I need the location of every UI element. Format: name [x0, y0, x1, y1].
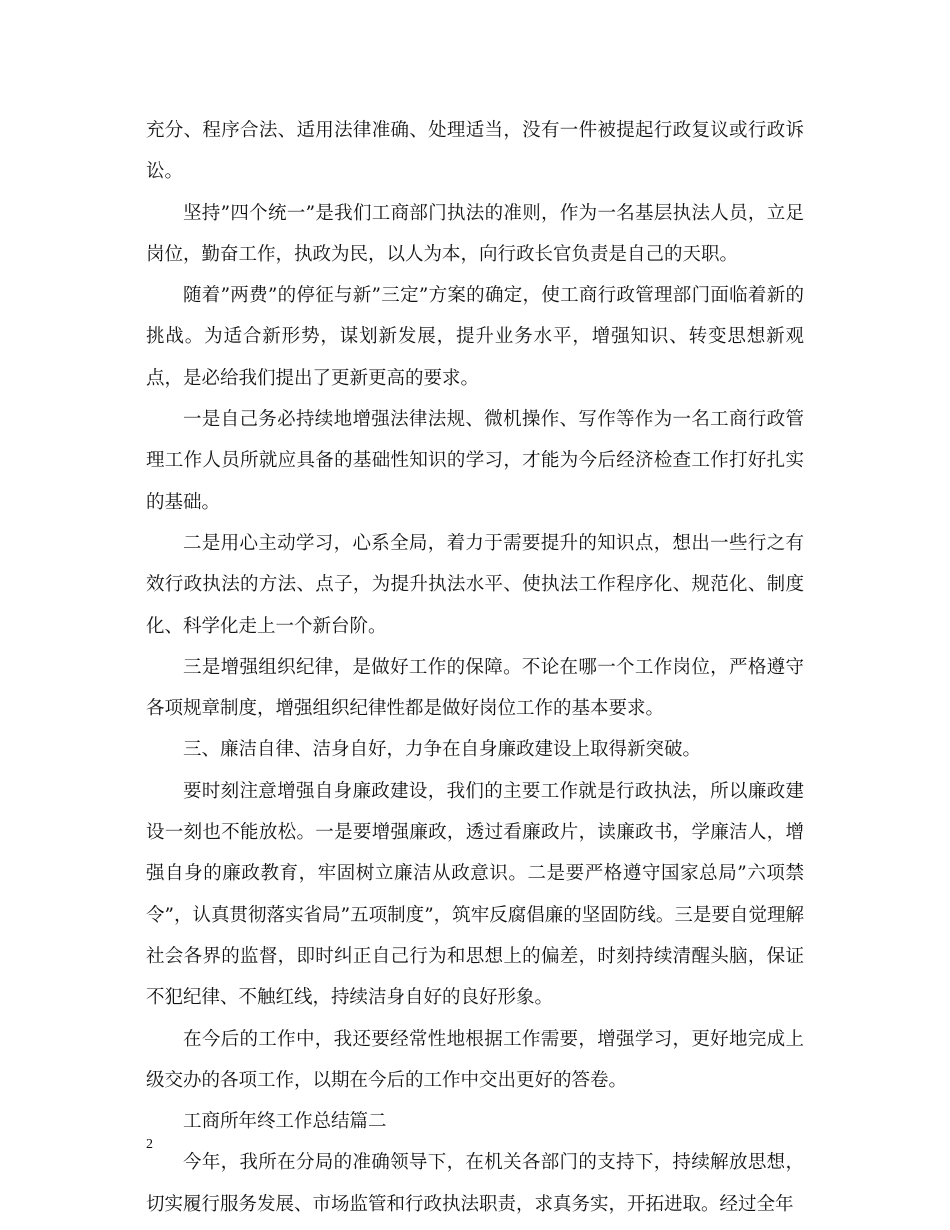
page-number: 2: [146, 1137, 153, 1152]
paragraph-point-two: 二是用心主动学习，心系全局，着力于需要提升的知识点，想出一些行之有效行政执法的方法、点子，为提升执法水平、使执法工作程序化、规范化、制度化、科学化走上一个新台阶。: [146, 532, 804, 637]
paragraph-integrity: 要时刻注意增强自身廉政建设，我们的主要工作就是行政执法，所以廉政建设一刻也不能放松。一是要增强廉政，透过看廉政片，读廉政书，学廉洁人，增强自身的廉政教育，牢固树立廉洁从政意识。二是要严格遵守国家总局”六项禁令”，认真贯彻落实省局”五项制度”，筑牢反腐倡廉的坚固防线。三是要自觉理解社会各界的监督，即时纠正自己行为和思想上的偏差，时刻持续清醒头脑，保证不犯纪律、不触红线，持续洁身自好的良好形象。: [146, 780, 804, 1009]
paragraph-this-year: 今年，我所在分局的准确领导下，在机关各部门的支持下，持续解放思想，切实履行服务发展、市场监管和行政执法职责，求真务实，开拓进取。经过全年: [146, 1152, 804, 1215]
section-heading-integrity: 三、廉洁自律、洁身自好，力争在自身廉政建设上取得新突破。: [183, 739, 702, 761]
paragraph-point-one: 一是自己务必持续地增强法律法规、微机操作、写作等作为一名工商行政管理工作人员所就应具备的基础性知识的学习，才能为今后经济检查工作打好扎实的基础。: [146, 409, 804, 513]
paragraph-new-challenges: 随着”两费”的停征与新”三定”方案的确定，使工商行政管理部门面临着新的挑战。为适合新形势，谋划新发展，提升业务水平，增强知识、转变思想新观点，是必给我们提出了更新更高的要求。: [146, 285, 804, 389]
document-body: [146, 110, 804, 1225]
paragraph-continuation: 充分、程序合法、适用法律准确、处理适当，没有一件被提起行政复议或行政诉讼。: [146, 120, 804, 183]
paragraph-four-unities: 坚持”四个统一”是我们工商部门执法的准则，作为一名基层执法人员，立足岗位，勤奋工作，执政为民，以人为本，向行政长官负责是自己的天职。: [146, 202, 804, 265]
paragraph-future-work: 在今后的工作中，我还要经常性地根据工作需要，增强学习，更好地完成上级交办的各项工作，以期在今后的工作中交出更好的答卷。: [146, 1028, 804, 1091]
paragraph-point-three: 三是增强组织纪律，是做好工作的保障。不论在哪一个工作岗位，严格遵守各项规章制度，增强组织纪律性都是做好岗位工作的基本要求。: [146, 656, 804, 720]
subtitle-part-two: 工商所年终工作总结篇二: [183, 1111, 387, 1133]
